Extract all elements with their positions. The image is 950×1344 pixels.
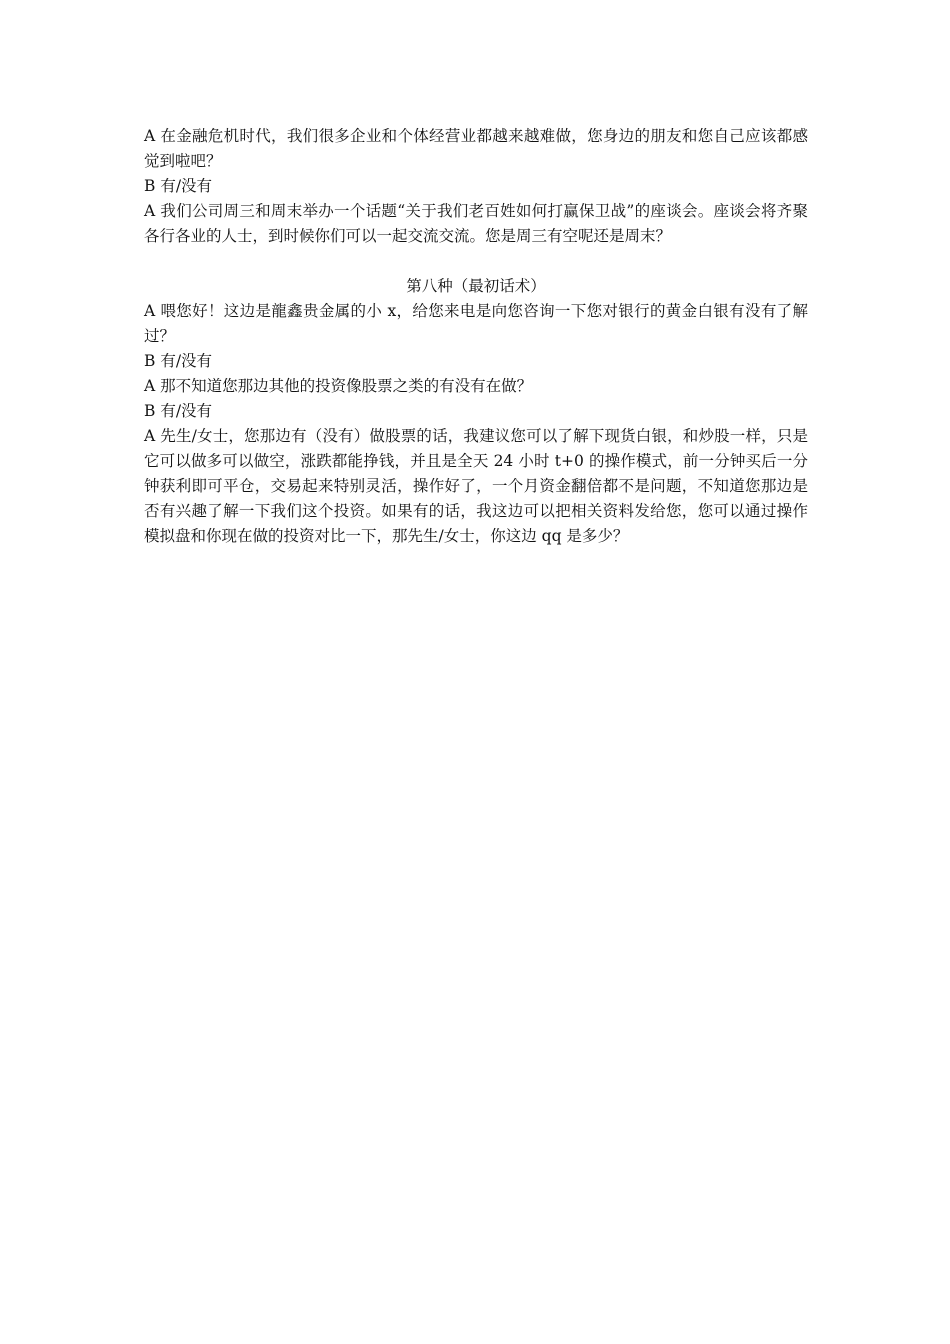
document-body <box>144 124 808 549</box>
dialogue-line-a-greeting: A 喂您好！这边是龍鑫贵金属的小 x，给您来电是向您咨询一下您对银行的黄金白银有没有了解过？ <box>144 302 808 345</box>
section-spacer <box>144 249 808 274</box>
dialogue-line-a-stocks-question: A 那不知道您那边其他的投资像股票之类的有没有在做？ <box>144 377 533 395</box>
dialogue-line-a-seminar-invite: A 我们公司周三和周末举办一个话题“关于我们老百姓如何打赢保卫战”的座谈会。座谈会将齐聚各行各业的人士，到时候你们可以一起交流交流。您是周三有空呢还是周末？ <box>144 202 808 245</box>
dialogue-line-b-reply: B 有/没有 <box>144 177 213 195</box>
dialogue-line-b-reply: B 有/没有 <box>144 352 213 370</box>
dialogue-line-a-financial-crisis: A 在金融危机时代，我们很多企业和个体经营业都越来越难做，您身边的朋友和您自己应该都感觉到啦吧？ <box>144 127 808 170</box>
dialogue-line-b-reply: B 有/没有 <box>144 402 213 420</box>
section-title: 第八种（最初话术） <box>406 277 546 295</box>
dialogue-line-a-silver-pitch: A 先生/女士，您那边有（没有）做股票的话，我建议您可以了解下现货白银，和炒股一样，只是它可以做多可以做空，涨跌都能挣钱，并且是全天 24 小时 t+0 的操作模式，前一分钟买后一分钟获利即可平仓，交易起来特别灵活，操作好了，一个月资金翻倍都不是问题，不知道您那边是否有兴趣了解一下我们这个投资。如果有的话，我这边可以把相关资料发给您，您可以通过操作模拟盘和你现在做的投资对比一下，那先生/女士，你这边 qq 是多少？ <box>144 427 808 545</box>
